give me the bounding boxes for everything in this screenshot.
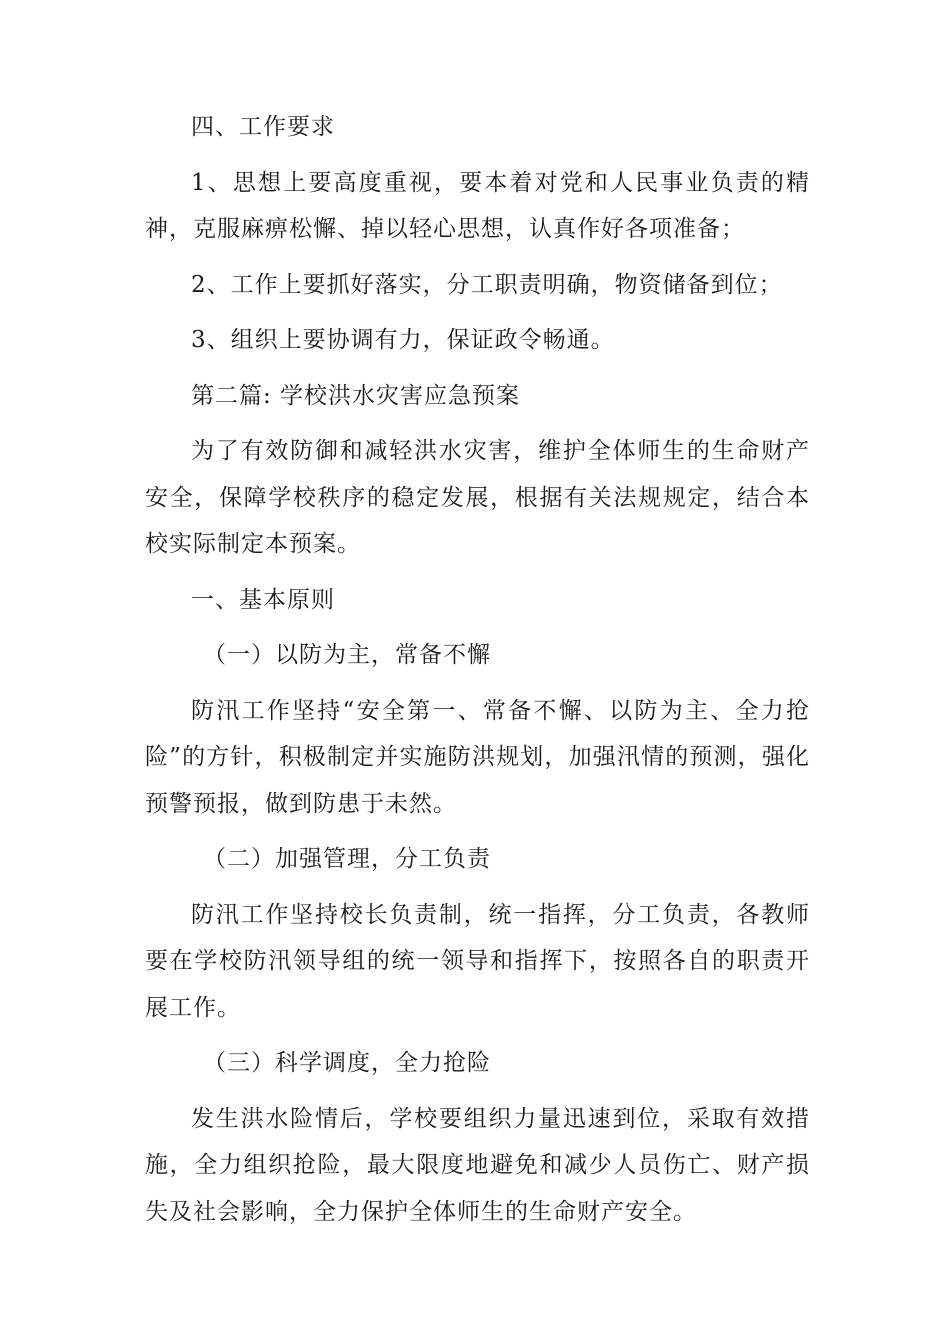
intro-paragraph: 为了有效防御和减轻洪水灾害，维护全体师生的生命财产安全，保障学校秩序的稳定发展，根据有关法规规定，结合本校实际制定本预案。 <box>145 438 810 557</box>
section-heading-work-requirements: 四、工作要求 <box>191 114 335 140</box>
management-paragraph: 防汛工作坚持校长负责制，统一指挥，分工负责，各教师要在学校防汛领导组的统一领导和指挥下，按照各自的职责开展工作。 <box>145 901 810 1021</box>
requirement-paragraph-3: 3、组织上要协调有力，保证政令畅通。 <box>191 327 615 353</box>
dispatch-paragraph: 发生洪水险情后，学校要组织力量迅速到位，采取有效措施，全力组织抢险，最大限度地避免和减少人员伤亡、财产损失及社会影响，全力保护全体师生的生命财产安全。 <box>145 1105 810 1225</box>
chapter-title: 第二篇: 学校洪水灾害应急预案 <box>191 382 521 409</box>
subheading-management: （二）加强管理，分工负责 <box>203 846 491 872</box>
subheading-dispatch: （三）科学调度，全力抢险 <box>203 1050 491 1076</box>
section-heading-basic-principles: 一、基本原则 <box>191 586 335 613</box>
prevention-paragraph: 防汛工作坚持“安全第一、常备不懈、以防为主、全力抢险”的方针，积极制定并实施防洪规划，加强汛情的预测，强化预警预报，做到防患于未然。 <box>145 697 810 817</box>
requirement-paragraph-2: 2、工作上要抓好落实，分工职责明确，物资储备到位； <box>191 271 783 298</box>
subheading-prevention-first: （一）以防为主，常备不懈 <box>203 642 491 668</box>
requirement-paragraph-1: 1、思想上要高度重视，要本着对党和人民事业负责的精神，克服麻痹松懈、掉以轻心思想，认真作好各项准备； <box>145 169 810 242</box>
document-page <box>145 104 810 1244</box>
